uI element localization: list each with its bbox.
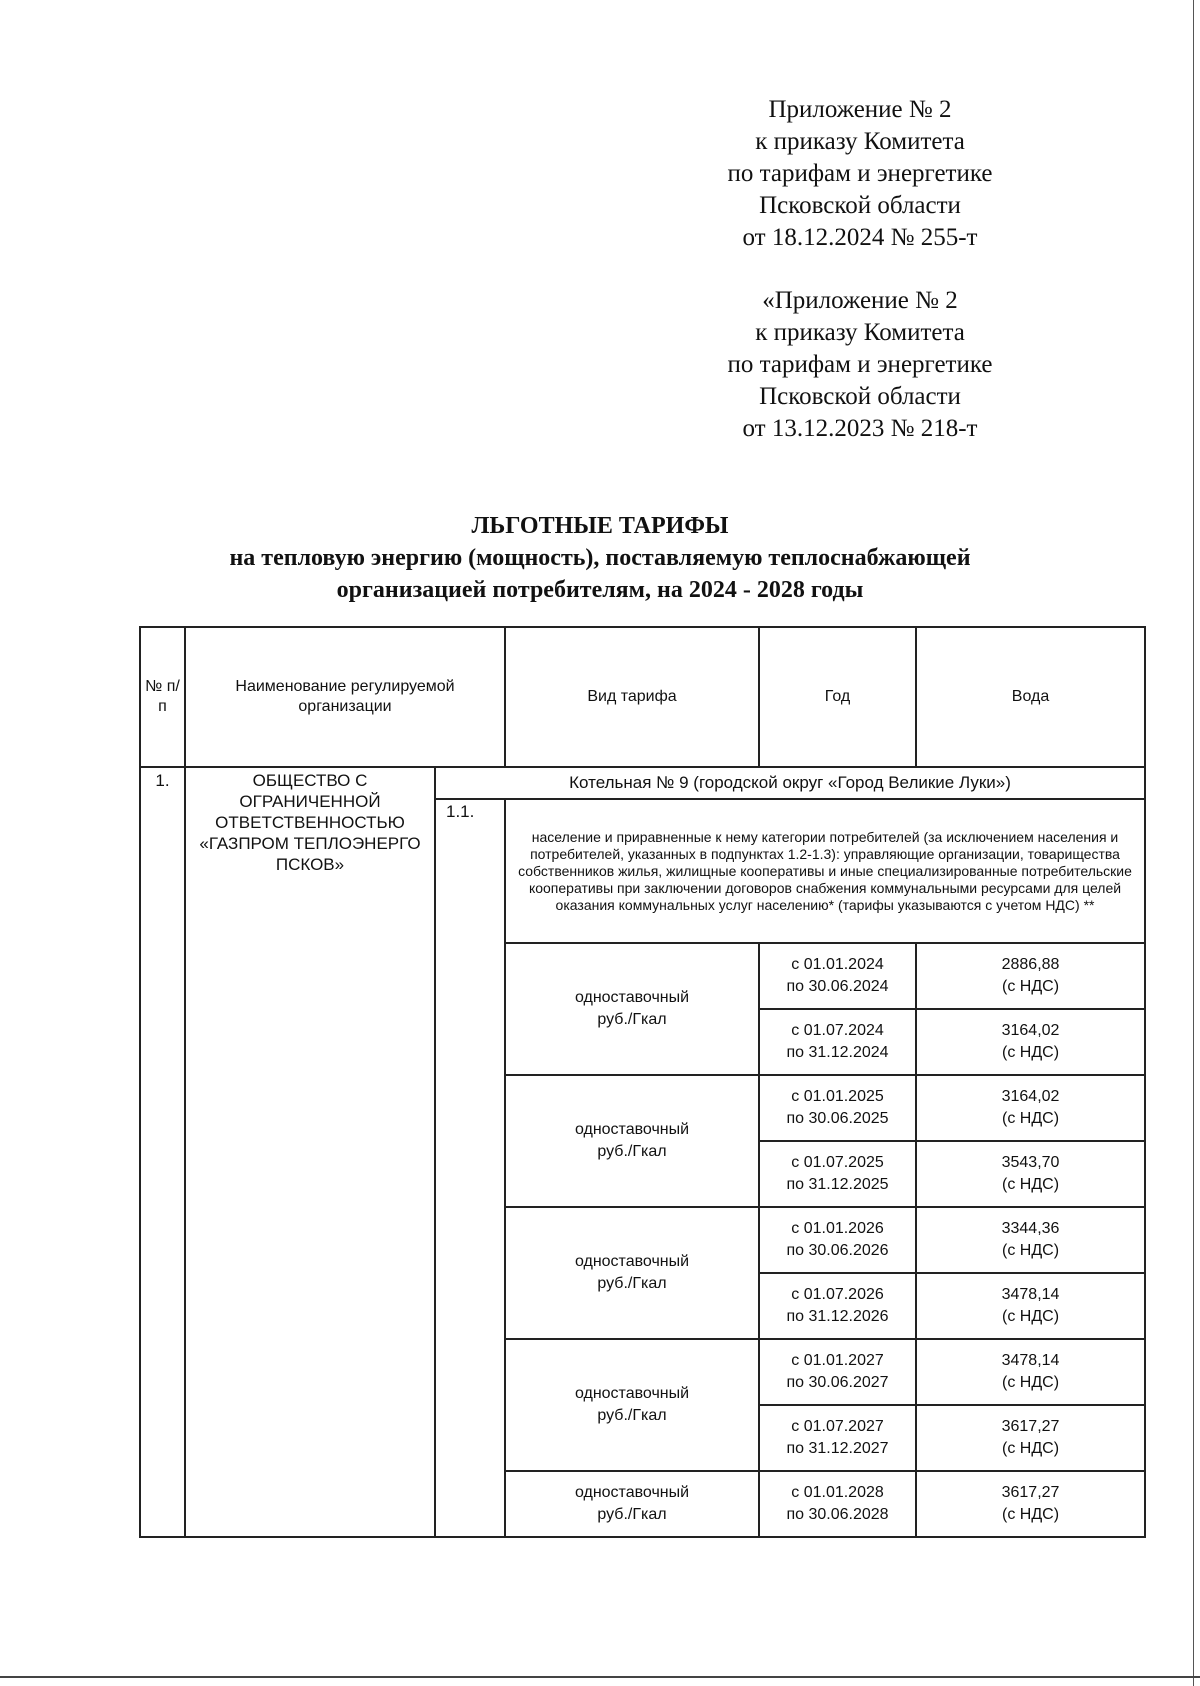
table-header-row [140,627,1145,767]
value-vat: (с НДС) [1001,1242,1060,1259]
appendix-line: «Приложение № 2 [762,287,958,314]
value-amount: 3478,14 [1001,1352,1060,1369]
appendix-line: от 13.12.2023 № 218-т [742,415,978,442]
tariff-period [759,1339,916,1405]
value-vat: (с НДС) [1001,1374,1060,1391]
document-title [120,510,1080,606]
tariff-table [139,626,1146,1538]
scan-page-edge-right [1193,0,1194,1686]
value-amount: 3164,02 [1001,1088,1060,1105]
title-line: ЛЬГОТНЫЕ ТАРИФЫ [471,513,729,539]
tariff-unit: руб./Гкал [597,1275,667,1292]
tariff-period [759,1207,916,1273]
scan-page-edge-bottom [0,1676,1200,1678]
appendix-line: по тарифам и энергетике [727,160,993,187]
value-amount: 3617,27 [1001,1484,1060,1501]
value-vat: (с НДС) [1001,978,1060,995]
row-number: 1. [140,767,185,1537]
appendix-header-previous [690,285,1030,445]
boiler-name: Котельная № 9 (городской округ «Город Великие Луки») [435,767,1145,799]
organization-name: ОБЩЕСТВО С ОГРАНИЧЕННОЙ ОТВЕТСТВЕННОСТЬЮ «ГАЗПРОМ ТЕПЛОЭНЕРГО ПСКОВ» [185,767,435,1537]
appendix-header-current [690,94,1030,254]
tariff-value [916,1207,1145,1273]
tariff-unit: руб./Гкал [597,1407,667,1424]
value-amount: 3344,36 [1001,1220,1060,1237]
table-row [140,767,1145,799]
tariff-value [916,1405,1145,1471]
tariff-kind [505,1207,759,1339]
tariff-unit: руб./Гкал [597,1143,667,1160]
tariff-value [916,1471,1145,1537]
period-to: по 31.12.2025 [786,1176,889,1193]
appendix-line: к приказу Комитета [755,319,965,346]
value-amount: 2886,88 [1001,956,1060,973]
appendix-line: Псковской области [759,192,961,219]
tariff-kind [505,1339,759,1471]
header-water: Вода [916,627,1145,767]
period-from: с 01.07.2026 [791,1286,884,1303]
appendix-line: по тарифам и энергетике [727,351,993,378]
value-amount: 3478,14 [1001,1286,1060,1303]
tariff-value [916,1273,1145,1339]
header-year: Год [759,627,916,767]
tariff-period [759,1471,916,1537]
period-from: с 01.01.2025 [791,1088,884,1105]
appendix-line: Псковской области [759,383,961,410]
tariff-value [916,943,1145,1009]
value-vat: (с НДС) [1001,1176,1060,1193]
header-num: № п/п [140,627,185,767]
tariff-period [759,943,916,1009]
value-amount: 3543,70 [1001,1154,1060,1171]
tariff-value [916,1339,1145,1405]
period-from: с 01.01.2026 [791,1220,884,1237]
period-from: с 01.07.2025 [791,1154,884,1171]
value-amount: 3617,27 [1001,1418,1060,1435]
appendix-line: к приказу Комитета [755,128,965,155]
title-line: организацией потребителям, на 2024 - 2028 годы [336,577,864,603]
tariff-kind-label: одноставочный [574,1253,690,1270]
period-from: с 01.01.2024 [791,956,884,973]
tariff-kind [505,1075,759,1207]
period-from: с 01.01.2027 [791,1352,884,1369]
subsection-number: 1.1. [435,799,505,1537]
period-to: по 30.06.2025 [786,1110,889,1127]
value-vat: (с НДС) [1001,1110,1060,1127]
tariff-period [759,1141,916,1207]
tariff-period [759,1273,916,1339]
tariff-value [916,1009,1145,1075]
tariff-kind-label: одноставочный [574,989,690,1006]
period-to: по 31.12.2027 [786,1440,889,1457]
tariff-value [916,1141,1145,1207]
tariff-period [759,1405,916,1471]
tariff-kind-label: одноставочный [574,1385,690,1402]
period-to: по 30.06.2028 [786,1506,889,1523]
period-to: по 30.06.2027 [786,1374,889,1391]
period-to: по 30.06.2024 [786,978,889,995]
tariff-unit: руб./Гкал [597,1506,667,1523]
period-from: с 01.07.2024 [791,1022,884,1039]
tariff-kind [505,1471,759,1537]
period-from: с 01.07.2027 [791,1418,884,1435]
title-line: на тепловую энергию (мощность), поставляемую теплоснабжающей [229,545,971,571]
period-to: по 30.06.2026 [786,1242,889,1259]
period-to: по 31.12.2026 [786,1308,889,1325]
value-vat: (с НДС) [1001,1440,1060,1457]
header-tariff-type: Вид тарифа [505,627,759,767]
value-vat: (с НДС) [1001,1044,1060,1061]
tariff-value [916,1075,1145,1141]
tariff-kind-label: одноставочный [574,1484,690,1501]
tariff-period [759,1009,916,1075]
period-from: с 01.01.2028 [791,1484,884,1501]
consumer-category: население и приравненные к нему категории потребителей (за исключением населения и потребителей, указанных в подпунктах 1.2-1.3): управляющие организации, товарищества собственников жилья, жилищные кооперативы и иные специализированные потребительские кооперативы при заключении договоров снабжения коммунальными ресурсами для целей оказания коммунальных услуг населению* (тарифы указываются с учетом НДС) ** [505,799,1145,943]
tariff-kind [505,943,759,1075]
tariff-kind-label: одноставочный [574,1121,690,1138]
tariff-unit: руб./Гкал [597,1011,667,1028]
value-amount: 3164,02 [1001,1022,1060,1039]
value-vat: (с НДС) [1001,1308,1060,1325]
appendix-line: Приложение № 2 [768,96,952,123]
appendix-line: от 18.12.2024 № 255-т [742,224,978,251]
header-organization: Наименование регулируемой организации [185,627,505,767]
tariff-period [759,1075,916,1141]
period-to: по 31.12.2024 [786,1044,889,1061]
value-vat: (с НДС) [1001,1506,1060,1523]
